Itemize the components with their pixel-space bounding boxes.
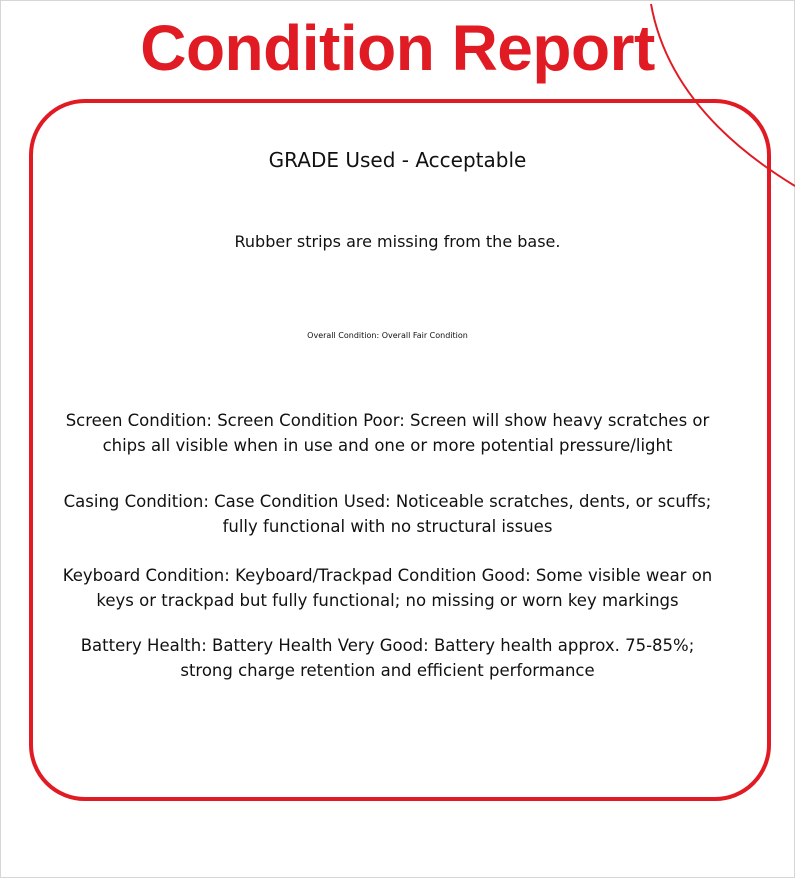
keyboard-condition: Keyboard Condition: Keyboard/Trackpad Condition Good: Some visible wear on keys or trackpad but fully functional; no missing or worn key markings	[62, 566, 713, 610]
casing-condition: Casing Condition: Case Condition Used: Noticeable scratches, dents, or scuffs; fully functional with no structural issues	[63, 492, 712, 536]
page-title: Condition Report	[140, 12, 655, 84]
condition-note: Rubber strips are missing from the base.	[234, 232, 561, 251]
screen-condition: Screen Condition: Screen Condition Poor: Screen will show heavy scratches or chips all visible when in use and one or more potential pressure/light	[65, 411, 710, 455]
battery-health: Battery Health: Battery Health Very Good: Battery health approx. 75-85%; strong charge retention and efficient performance	[80, 636, 695, 680]
overall-condition: Overall Condition: Overall Fair Condition	[307, 331, 468, 340]
grade-label: GRADE Used - Acceptable	[268, 148, 527, 172]
